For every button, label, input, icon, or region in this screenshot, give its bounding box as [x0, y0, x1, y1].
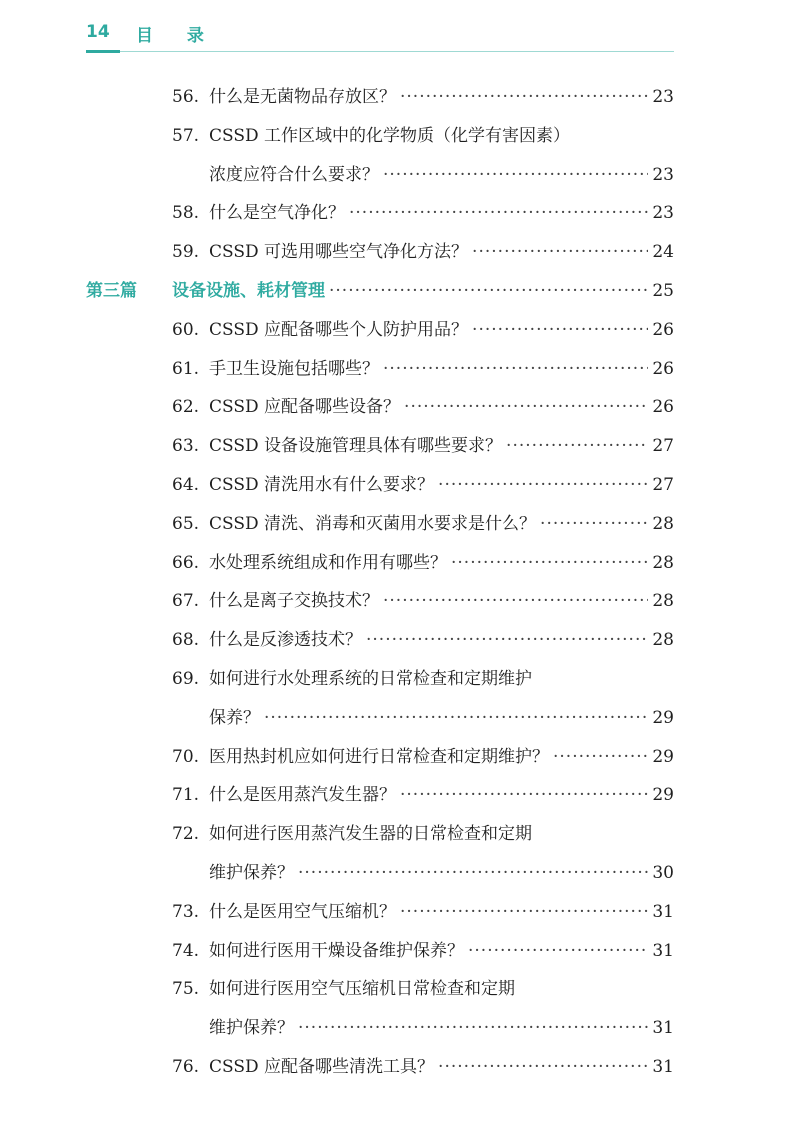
entry-number: 75. [172, 979, 200, 1000]
entry-title: 水处理系统组成和作用有哪些？ [209, 552, 447, 573]
toc-entry[interactable] [0, 701, 800, 735]
entry-line [209, 468, 674, 502]
entry-number: 73. [172, 901, 200, 922]
dot-leader [472, 313, 648, 347]
toc-entry[interactable] [0, 507, 800, 541]
entry-title: 什么是医用蒸汽发生器？ [209, 785, 396, 806]
toc-entry[interactable] [0, 80, 800, 114]
entry-line [209, 507, 674, 541]
toc-entry[interactable] [0, 584, 800, 618]
entry-title: CSSD 清洗、消毒和灭菌用水要求是什么？ [209, 513, 537, 534]
entry-title: 维护保养？ [209, 1018, 294, 1039]
toc-entry[interactable] [0, 390, 800, 424]
part-title-line [172, 274, 674, 308]
entry-title: 维护保养？ [209, 863, 294, 883]
page-header [86, 22, 674, 52]
toc-entry[interactable] [0, 235, 800, 269]
dot-leader [400, 895, 648, 929]
entry-title: CSSD 设备设施管理具体有哪些要求？ [209, 436, 503, 457]
header-rule [120, 51, 674, 52]
page-ref: 25 [652, 281, 674, 301]
dot-leader [264, 701, 648, 735]
page-ref: 31 [652, 940, 674, 961]
entry-title: 什么是医用空气压缩机？ [209, 901, 396, 922]
entry-line [209, 158, 674, 192]
page-ref: 28 [652, 513, 674, 534]
page-ref: 24 [652, 242, 674, 263]
entry-line [209, 934, 674, 968]
entry-number: 63. [172, 436, 200, 457]
toc-entry[interactable] [0, 817, 800, 851]
dot-leader [298, 1011, 648, 1045]
entry-title: 如何进行医用蒸汽发生器的日常检查和定期 [209, 824, 532, 845]
dot-leader [383, 352, 648, 386]
entry-line [209, 352, 674, 386]
entry-line [209, 119, 674, 153]
entry-line [209, 1050, 674, 1084]
entry-line [209, 817, 674, 851]
toc-entry[interactable] [0, 196, 800, 230]
entry-line [209, 895, 674, 929]
toc-entry[interactable] [0, 972, 800, 1006]
entry-title: 浓度应符合什么要求？ [209, 164, 379, 185]
entry-title: 如何进行医用干燥设备维护保养？ [209, 940, 464, 961]
entry-number: 68. [172, 630, 200, 651]
dot-leader [553, 740, 648, 774]
toc-entry[interactable] [0, 546, 800, 580]
entry-line [209, 662, 674, 696]
toc-entry[interactable] [0, 468, 800, 502]
part-label: 第三篇 [86, 281, 137, 301]
page-ref: 28 [652, 591, 674, 612]
entry-line [209, 740, 674, 774]
toc-entry[interactable] [0, 119, 800, 153]
entry-title: 保养？ [209, 707, 260, 728]
entry-line [209, 196, 674, 230]
page-ref: 28 [652, 552, 674, 573]
toc-entry[interactable] [0, 740, 800, 774]
page-ref: 26 [652, 319, 674, 340]
toc-entry[interactable] [0, 662, 800, 696]
entry-line [209, 546, 674, 580]
entry-line [209, 429, 674, 463]
dot-leader [404, 390, 648, 424]
entry-number: 72. [172, 824, 200, 845]
dot-leader [383, 158, 648, 192]
toc-entry[interactable] [0, 158, 800, 192]
page-ref: 26 [652, 358, 674, 379]
page-ref: 27 [652, 475, 674, 495]
entry-number: 76. [172, 1057, 200, 1077]
header-accent-bar [86, 50, 120, 53]
entry-number: 57. [172, 125, 200, 146]
toc-part-heading[interactable] [0, 274, 800, 308]
entry-line [209, 778, 674, 812]
toc-entry[interactable] [0, 856, 800, 890]
dot-leader [349, 196, 648, 230]
dot-leader [468, 934, 648, 968]
entry-number: 66. [172, 552, 200, 573]
entry-line [209, 80, 674, 114]
entry-title: 如何进行水处理系统的日常检查和定期维护 [209, 669, 532, 689]
entry-line [209, 1011, 674, 1045]
toc-entry[interactable] [0, 623, 800, 657]
dot-leader [329, 274, 648, 308]
page-ref: 23 [652, 87, 674, 107]
page-ref: 29 [652, 746, 674, 767]
page-ref: 31 [652, 1057, 674, 1077]
page-ref: 23 [652, 164, 674, 185]
entry-title: CSSD 应配备哪些设备？ [209, 397, 401, 418]
dot-leader [366, 623, 648, 657]
entry-line [209, 701, 674, 735]
dot-leader [540, 507, 648, 541]
entry-line [209, 313, 674, 347]
page-ref: 29 [652, 707, 674, 728]
entry-number: 62. [172, 397, 200, 418]
page-ref: 23 [652, 203, 674, 224]
entry-number: 65. [172, 513, 200, 534]
dot-leader [298, 856, 648, 890]
toc-entry[interactable] [0, 352, 800, 386]
dot-leader [438, 1050, 648, 1084]
entry-number: 64. [172, 475, 200, 495]
entry-title: 什么是反渗透技术？ [209, 630, 362, 651]
toc-entry[interactable] [0, 895, 800, 929]
dot-leader [400, 778, 648, 812]
toc-entry[interactable] [0, 934, 800, 968]
entry-title: CSSD 工作区域中的化学物质（化学有害因素） [209, 125, 571, 146]
dot-leader [451, 546, 648, 580]
toc-entry[interactable] [0, 1011, 800, 1045]
dot-leader [472, 235, 648, 269]
page-number: 14 [86, 22, 110, 42]
toc-entry[interactable] [0, 429, 800, 463]
toc-entry[interactable] [0, 778, 800, 812]
part-title: 设备设施、耗材管理 [172, 281, 325, 301]
entry-title: 什么是空气净化？ [209, 203, 345, 224]
dot-leader [438, 468, 648, 502]
page-ref: 30 [652, 863, 674, 883]
page-ref: 31 [652, 1018, 674, 1039]
entry-line [209, 235, 674, 269]
page-ref: 27 [652, 436, 674, 457]
entry-title: CSSD 应配备哪些清洗工具？ [209, 1057, 435, 1077]
entry-title: 如何进行医用空气压缩机日常检查和定期 [209, 979, 515, 1000]
entry-title: CSSD 可选用哪些空气净化方法？ [209, 242, 469, 263]
dot-leader [400, 80, 648, 114]
entry-title: 什么是离子交换技术？ [209, 591, 379, 612]
entry-number: 71. [172, 785, 200, 806]
entry-number: 74. [172, 940, 200, 961]
entry-number: 70. [172, 746, 200, 767]
entry-title: 什么是无菌物品存放区？ [209, 87, 396, 107]
dot-leader [383, 584, 648, 618]
entry-title: 手卫生设施包括哪些？ [209, 358, 379, 379]
entry-title: CSSD 应配备哪些个人防护用品？ [209, 319, 469, 340]
entry-number: 56. [172, 87, 200, 107]
entry-line [209, 584, 674, 618]
page-ref: 28 [652, 630, 674, 651]
page-ref: 29 [652, 785, 674, 806]
entry-line [209, 972, 674, 1006]
entry-number: 61. [172, 358, 200, 379]
entry-number: 60. [172, 319, 200, 340]
section-title: 目 录 [136, 26, 218, 46]
entry-title: CSSD 清洗用水有什么要求？ [209, 475, 435, 495]
entry-number: 67. [172, 591, 200, 612]
page-ref: 31 [652, 901, 674, 922]
entry-number: 58. [172, 203, 200, 224]
entry-title: 医用热封机应如何进行日常检查和定期维护？ [209, 746, 549, 767]
entry-line [209, 390, 674, 424]
entry-line [209, 623, 674, 657]
toc-entry[interactable] [0, 1050, 800, 1084]
dot-leader [506, 429, 648, 463]
entry-number: 69. [172, 669, 200, 689]
page-ref: 26 [652, 397, 674, 418]
toc-entry[interactable] [0, 313, 800, 347]
entry-number: 59. [172, 242, 200, 263]
entry-line [209, 856, 674, 890]
